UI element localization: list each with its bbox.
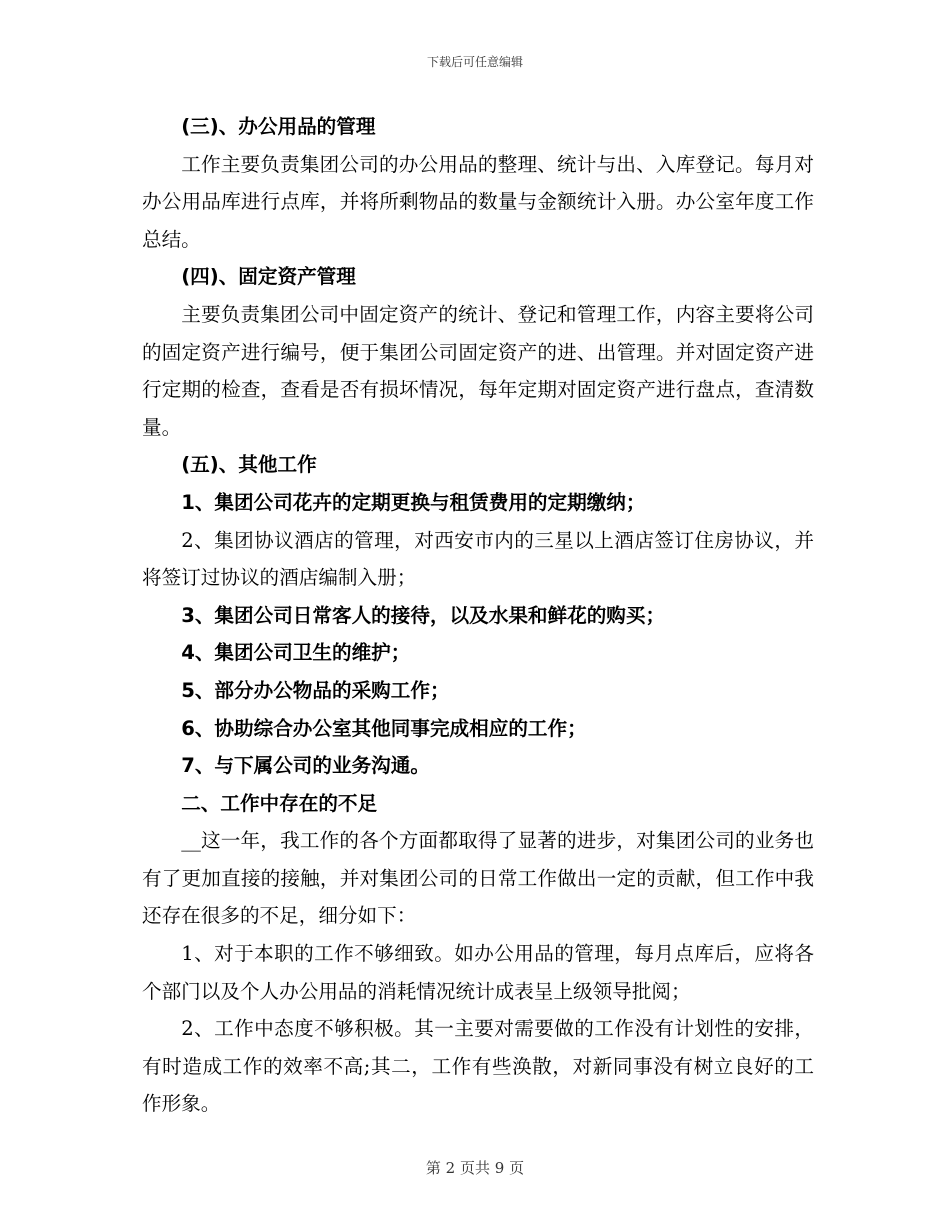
list-item: 1、集团公司花卉的定期更换与租赁费用的定期缴纳； [181, 490, 646, 514]
section-heading: (四)、固定资产管理 [181, 265, 356, 289]
document-body [142, 108, 814, 1123]
section-heading: (五)、其他工作 [181, 453, 317, 477]
body-paragraph: 工作主要负责集团公司的办公用品的整理、统计与出、入库登记。每月对办公用品库进行点库，并将所剩物品的数量与金额统计入册。办公室年度工作总结。 [142, 152, 814, 251]
page-footer: 第 2 页共 9 页 [425, 1159, 525, 1177]
list-item: 6、协助综合办公室其他同事完成相应的工作； [181, 716, 587, 740]
section-heading: 二、工作中存在的不足 [181, 791, 378, 815]
list-item: 3、集团公司日常客人的接待，以及水果和鲜花的购买； [181, 603, 666, 627]
list-item: 7、与下属公司的业务沟通。 [181, 754, 430, 778]
body-paragraph: 主要负责集团公司中固定资产的统计、登记和管理工作，内容主要将公司的固定资产进行编号，便于集团公司固定资产的进、出管理。并对固定资产进行定期的检查，查看是否有损坏情况，每年定期对固定资产进行盘点，查清数量。 [142, 302, 814, 439]
body-paragraph: 1、对于本职的工作不够细致。如办公用品的管理，每月点库后，应将各个部门以及个人办公用品的消耗情况统计成表呈上级领导批阅； [142, 942, 814, 1003]
body-paragraph: __这一年，我工作的各个方面都取得了显著的进步，对集团公司的业务也有了更加直接的接触，并对集团公司的日常工作做出一定的贡献，但工作中我还存在很多的不足，细分如下： [142, 829, 814, 928]
list-item: 4、集团公司卫生的维护； [181, 641, 411, 665]
list-item: 2、集团协议酒店的管理，对西安市内的三星以上酒店签订住房协议，并将签订过协议的酒店编制入册； [142, 528, 814, 590]
page-header: 下载后可任意编辑 [426, 55, 523, 69]
body-paragraph: 2、工作中态度不够积极。其一主要对需要做的工作没有计划性的安排，有时造成工作的效率不高;其二，工作有些涣散，对新同事没有树立良好的工作形象。 [142, 1017, 814, 1116]
list-item: 5、部分办公物品的采购工作； [181, 678, 450, 702]
section-heading: (三)、办公用品的管理 [181, 115, 376, 138]
